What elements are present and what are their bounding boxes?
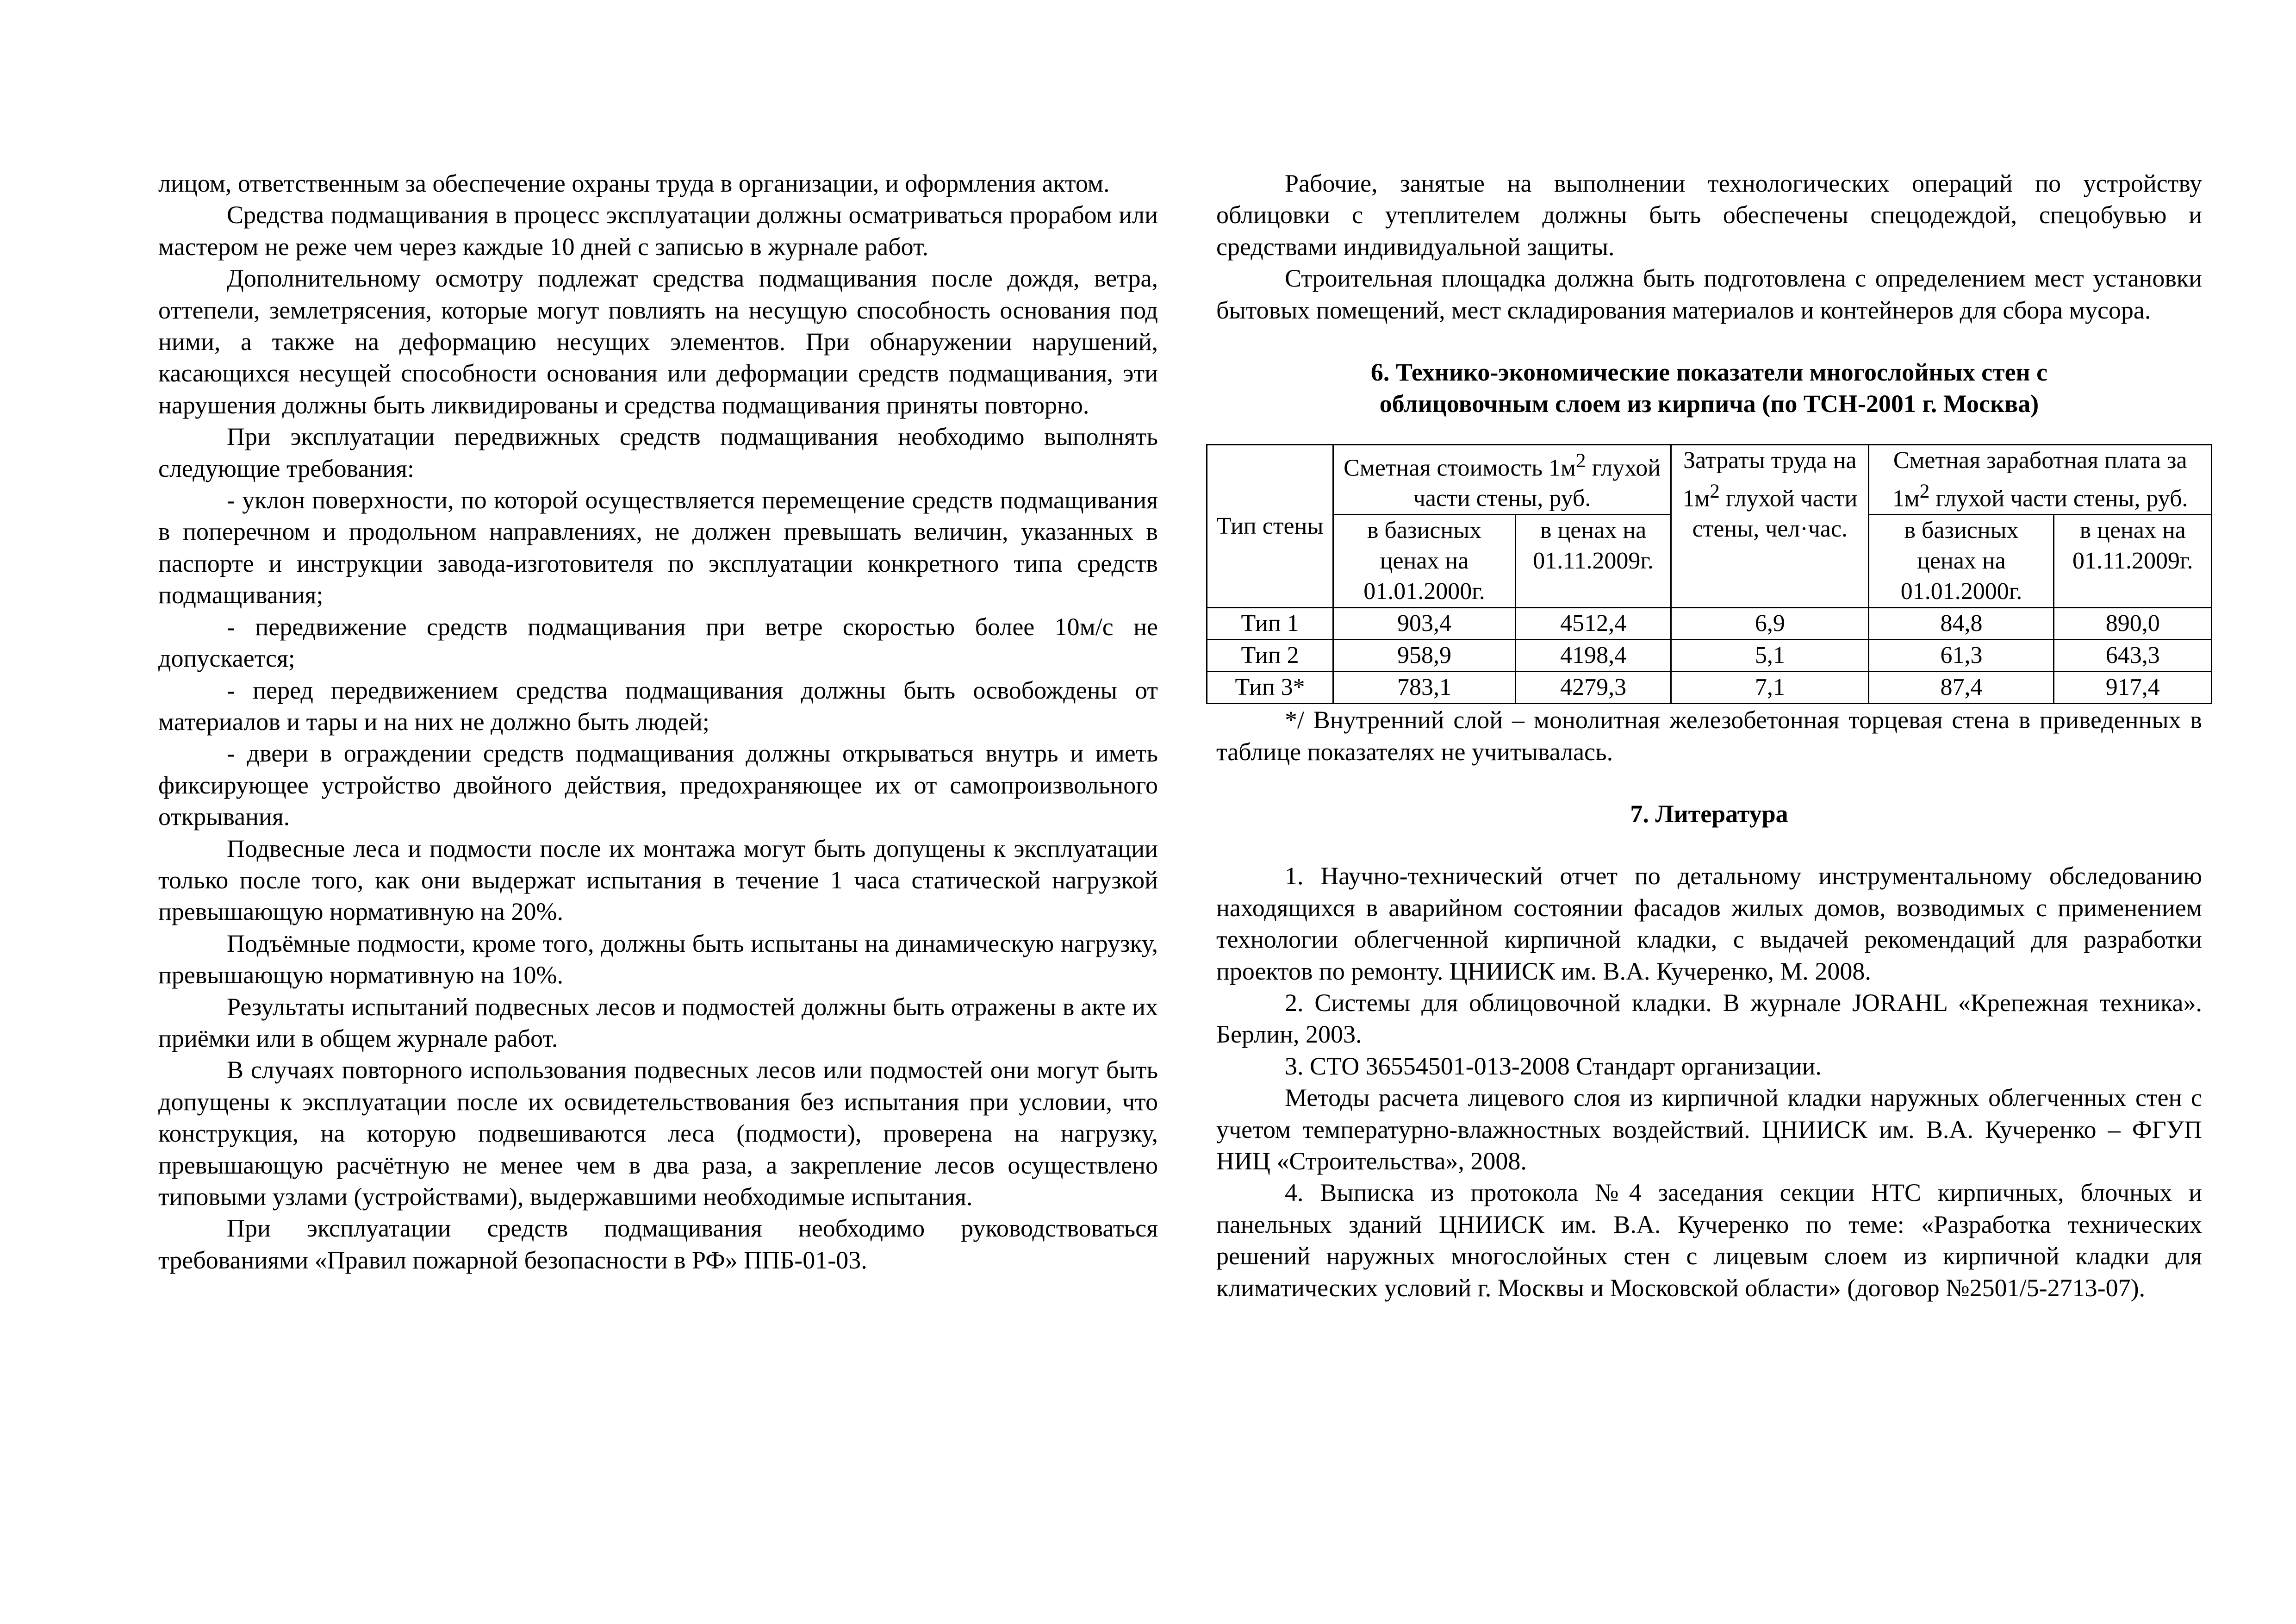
cell-cost-base: 783,1 [1333, 672, 1516, 704]
paragraph: В случаях повторного использования подвесных лесов или подмостей они могут быть допущены к эксплуатации после их освидетельствования без испытания при условии, что конструкция, на которую подвешиваются леса (подмости), проверена на нагрузку, превышающую расчётную не менее чем в два раза, а закрепление лесов осуществлено типовыми узлами (устройствами), выдержавшими необходимые испытания. [158, 1056, 1158, 1211]
subheader-wage-current: в ценах на 01.11.2009г. [2054, 515, 2212, 608]
paragraph: Подъёмные подмости, кроме того, должны быть испытаны на динамическую нагрузку, превышающую нормативную на 10%. [158, 929, 1158, 989]
header-wage-sup: 2 [1919, 480, 1930, 502]
reference-item-continuation: Методы расчета лицевого слоя из кирпичной кладки наружных облегченных стен с учетом температурно-влажностных воздействий. ЦНИИСК им. В.А. Кучеренко – ФГУП НИЦ «Строительства», 2008. [1216, 1084, 2202, 1175]
cell-type: Тип 3* [1207, 672, 1333, 704]
paragraph: Строительная площадка должна быть подготовлена с определением мест установки бытовых помещений, мест складирования материалов и контейнеров для сбора мусора. [1216, 264, 2202, 324]
cell-labor: 6,9 [1671, 608, 1869, 640]
cell-labor: 7,1 [1671, 672, 1869, 704]
subheader-cost-current: в ценах на 01.11.2009г. [1515, 515, 1671, 608]
paragraph: Результаты испытаний подвесных лесов и подмостей должны быть отражены в акте их приёмки или в общем журнале работ. [158, 993, 1158, 1052]
list-item: - передвижение средств подмащивания при ветре скоростью более 10м/с не допускается; [158, 612, 1158, 673]
reference-item: 3. СТО 36554501-013-2008 Стандарт организации. [1285, 1052, 1822, 1080]
cell-wage-current: 917,4 [2054, 672, 2212, 704]
paragraph: Подвесные леса и подмости после их монтажа могут быть допущены к эксплуатации только после того, как они выдержат испытания в течение 1 часа статической нагрузкой превышающую нормативную на 20%. [158, 834, 1158, 926]
subheader-cost-base: в базисных ценах на 01.01.2000г. [1333, 515, 1516, 608]
cell-cost-current: 4198,4 [1515, 640, 1671, 672]
list-item: - перед передвижением средства подмащивания должны быть освобождены от материалов и тары и на них не должно быть людей; [158, 676, 1158, 736]
paragraph: Рабочие, занятые на выполнении технологических операций по устройству облицовки с утеплителем должны быть обеспечены спецодеждой, спецобувью и средствами индивидуальной защиты. [1216, 169, 2202, 261]
cell-type: Тип 2 [1207, 640, 1333, 672]
cell-wage-base: 84,8 [1869, 608, 2054, 640]
header-labor-prefix: Затраты труда на 1м [1682, 447, 1857, 512]
left-column [158, 168, 1158, 1276]
header-labor-cost [1671, 444, 1869, 607]
right-column [1216, 168, 2202, 1304]
list-item: - двери в ограждении средств подмащивания должны открываться внутрь и иметь фиксирующее устройство двойного действия, предохраняющее их от самопроизвольного открывания. [158, 739, 1158, 831]
subheader-wage-base: в базисных ценах на 01.01.2000г. [1869, 515, 2054, 608]
header-estimated-cost [1333, 444, 1671, 514]
reference-item: 2. Системы для облицовочной кладки. В журнале JORAHL «Крепежная техника». Берлин, 2003. [1216, 989, 2202, 1049]
section-6-title-line-1: 6. Технико-экономические показатели многослойных стен с [1370, 358, 2048, 387]
cell-type: Тип 1 [1207, 608, 1333, 640]
paragraph: Средства подмащивания в процесс эксплуатации должны осматриваться прорабом или мастером не реже чем через каждые 10 дней с записью в журнале работ. [158, 201, 1158, 261]
list-item: - уклон поверхности, по которой осуществляется перемещение средств подмащивания в поперечном и продольном направлениях, не должен превышать величин, указанных в паспорте и инструкции завода-изготовителя по эксплуатации конкретного типа средств подмащивания; [158, 486, 1158, 609]
indicators-table [1206, 444, 2212, 704]
cell-cost-base: 958,9 [1333, 640, 1516, 672]
table-footnote: */ Внутренний слой – монолитная железобетонная торцевая стена в приведенных в таблице показателях не учитывалась. [1216, 706, 2202, 766]
cell-labor: 5,1 [1671, 640, 1869, 672]
section-6-title [1216, 356, 2202, 420]
cell-wage-current: 890,0 [2054, 608, 2212, 640]
paragraph: Дополнительному осмотру подлежат средства подмащивания после дождя, ветра, оттепели, землетрясения, которые могут повлиять на несущую способность основания под ними, а также на деформацию несущих элементов. При обнаружении нарушений, касающихся несущей способности основания или деформации средств подмащивания, эти нарушения должны быть ликвидированы и средства подмащивания приняты повторно. [158, 264, 1158, 419]
cell-cost-base: 903,4 [1333, 608, 1516, 640]
table-row [1207, 608, 2212, 640]
section-7-title: 7. Литература [1630, 800, 1788, 828]
table-row [1207, 640, 2212, 672]
header-wage-suffix: глухой части стены, руб. [1935, 485, 2188, 512]
cell-wage-current: 643,3 [2054, 640, 2212, 672]
cell-cost-current: 4512,4 [1515, 608, 1671, 640]
header-cost-suffix: глухой части стены, руб. [1413, 455, 1661, 512]
header-cost-prefix: Сметная стоимость 1м [1344, 455, 1576, 481]
cell-wage-base: 61,3 [1869, 640, 2054, 672]
header-wage-prefix: Сметная заработная плата за 1м [1892, 447, 2187, 512]
header-labor-suffix: глухой части стены, чел·час. [1692, 485, 1858, 543]
header-wall-type: Тип стены [1207, 444, 1333, 607]
paragraph: При эксплуатации передвижных средств подмащивания необходимо выполнять следующие требования: [158, 423, 1158, 482]
header-estimated-wage [1869, 444, 2212, 514]
header-labor-sup: 2 [1710, 480, 1720, 502]
cell-cost-current: 4279,3 [1515, 672, 1671, 704]
header-cost-sup: 2 [1575, 449, 1586, 472]
paragraph: При эксплуатации средств подмащивания необходимо руководствоваться требованиями «Правил пожарной безопасности в РФ» ППБ-01-03. [158, 1214, 1158, 1274]
reference-item: 1. Научно-технический отчет по детальному инструментальному обследованию находящихся в аварийном состоянии фасадов жилых домов, возводимых с применением технологии облегченной кирпичной кладки, с выдачей рекомендаций для разработки проектов по ремонту. ЦНИИСК им. В.А. Кучеренко, М. 2008. [1216, 862, 2202, 985]
reference-item: 4. Выписка из протокола №4 заседания секции НТС кирпичных, блочных и панельных зданий ЦНИИСК им. В.А. Кучеренко по теме: «Разработка технических решений наружных многослойных стен с лицевым слоем из кирпичной кладки для климатических условий г. Москвы и Московской области» (договор №2501/5-2713-07). [1216, 1179, 2202, 1302]
cell-wage-base: 87,4 [1869, 672, 2054, 704]
section-6-title-line-2: облицовочным слоем из кирпича (по ТСН-2001 г. Москва) [1379, 390, 2039, 418]
table-row [1207, 672, 2212, 704]
paragraph: лицом, ответственным за обеспечение охраны труда в организации, и оформления актом. [158, 169, 1110, 197]
table-header-row [1207, 444, 2212, 514]
